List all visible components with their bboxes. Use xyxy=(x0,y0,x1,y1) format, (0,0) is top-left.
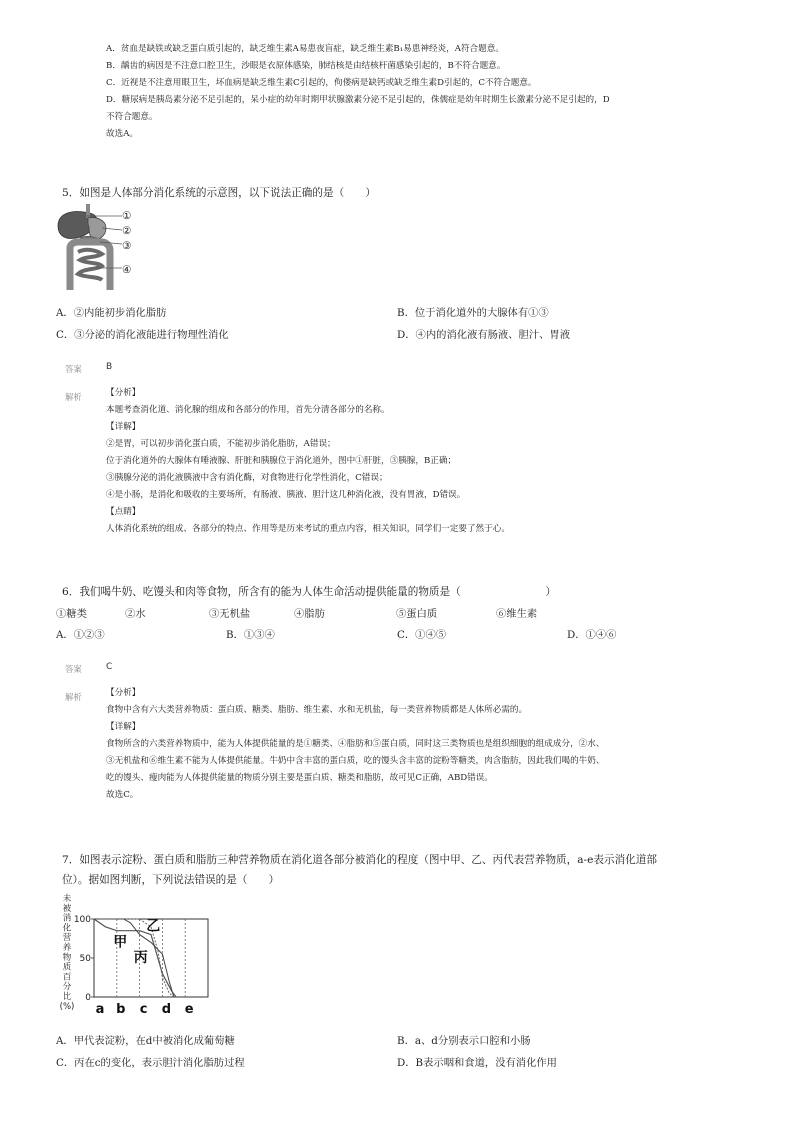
x-category-label: d xyxy=(161,1002,172,1017)
analysis-line: ③无机盐和⑥维生素不能为人体提供能量。牛奶中含丰富的蛋白质，吃的馒头含丰富的淀粉等糖类，肉含脂肪，因此我们喝的牛奶、 xyxy=(106,756,605,766)
analysis-line: 【分析】 xyxy=(106,388,141,398)
analysis-line: 食物所含的六类营养物质中，能为人体提供能量的是①糖类、④脂肪和⑤蛋白质，同时这三类物质也是组织细胞的组成成分，②水、 xyxy=(106,739,605,749)
y-axis-label-char: 消 xyxy=(62,913,72,924)
analysis-line: 【详解】 xyxy=(106,722,141,732)
q6-option-c[interactable]: C．①④⑤ xyxy=(397,629,447,641)
q7-stem-line1: 7．如图表示淀粉、蛋白质和脂肪三种营养物质在消化道各部分被消化的程度（图中甲、乙、丙代表营养物质，a-e表示消化道部 xyxy=(62,854,657,866)
x-category-label: a xyxy=(95,1002,105,1017)
analysis-line: ④是小肠，是消化和吸收的主要场所，有肠液、胰液、胆汁这几种消化液，没有胃液，D错误。 xyxy=(106,490,466,500)
q5-answer-value: B xyxy=(106,362,113,372)
q6-answer-value: C xyxy=(106,662,113,672)
y-tick-label: 100 xyxy=(73,915,91,925)
q5-option-c[interactable]: C．③分泌的消化液能进行物理性消化 xyxy=(56,329,229,341)
analysis-line: 【详解】 xyxy=(106,422,141,432)
analysis-line: 本题考查消化道、消化腺的组成和各部分的作用，首先分清各部分的名称。 xyxy=(106,405,390,415)
x-category-label: c xyxy=(139,1002,148,1017)
q6-item-1: ①糖类 xyxy=(56,608,87,620)
q6-item-3: ③无机盐 xyxy=(209,608,251,620)
figure-label-1: ① xyxy=(122,210,132,222)
figure-label-3: ③ xyxy=(122,240,132,252)
q5-analysis xyxy=(106,385,510,538)
explanation-line: B．龋齿的病因是不注意口腔卫生，沙眼是衣原体感染，肺结核是由结核杆菌感染引起的，B不符合题意。 xyxy=(106,61,506,71)
y-axis-label-char: 比 xyxy=(62,992,72,1002)
digestion-chart xyxy=(58,893,228,1023)
y-tick-label: 0 xyxy=(85,993,91,1003)
q7-option-a[interactable]: A．甲代表淀粉，在d中被消化成葡萄糖 xyxy=(56,1035,235,1047)
q6-option-d[interactable]: D．①④⑥ xyxy=(567,629,617,641)
y-axis-label-char: (%) xyxy=(59,1001,75,1012)
analysis-line: 吃的馒头、瘦肉能为人体提供能量的物质分别主要是蛋白质、糖类和脂肪，故可见C正确，ABD错误。 xyxy=(106,773,493,783)
series-name-label: 丙 xyxy=(133,949,148,966)
y-axis-label-char: 被 xyxy=(62,903,72,914)
y-tick-label: 50 xyxy=(79,954,91,964)
q6-option-a[interactable]: A．①②③ xyxy=(56,629,105,641)
q6-analysis xyxy=(106,685,604,804)
explanation-line: 不符合题意。 xyxy=(106,112,158,122)
y-axis-label-char: 分 xyxy=(62,982,72,993)
analysis-line: 位于消化道外的大腺体有唾液腺、肝脏和胰腺位于消化道外，图中①肝脏，③胰腺，B正确； xyxy=(106,456,457,466)
q6-item-4: ④脂肪 xyxy=(294,608,325,620)
y-axis-label-char: 营 xyxy=(62,933,72,944)
y-axis-label-char: 未 xyxy=(62,894,72,904)
y-axis-label-char: 化 xyxy=(62,923,72,934)
analysis-line: ③胰腺分泌的消化液胰液中含有消化酶，对食物进行化学性消化，C错误； xyxy=(106,473,388,483)
explanation-line: A．贫血是缺铁或缺乏蛋白质引起的，缺乏维生素A易患夜盲症，缺乏维生素B₁易患神经炎，A符合题意。 xyxy=(106,44,504,54)
q7-option-b[interactable]: B．a、d分别表示口腔和小肠 xyxy=(397,1035,531,1047)
q6-option-b[interactable]: B．①③④ xyxy=(226,629,275,641)
series-name-label: 甲 xyxy=(113,934,128,951)
y-axis-label-char: 百 xyxy=(62,972,72,983)
analysis-line: 故选C。 xyxy=(106,790,139,800)
q6-item-5: ⑤蛋白质 xyxy=(396,608,438,620)
x-category-label: e xyxy=(184,1002,194,1017)
y-axis-label-char: 物 xyxy=(62,952,72,963)
q5-option-a[interactable]: A．②内能初步消化脂肪 xyxy=(56,307,167,319)
q6-answer-label: 答案 xyxy=(65,664,82,674)
q5-option-d[interactable]: D．④内的消化液有肠液、胆汁、胃液 xyxy=(397,329,571,341)
q5-option-b[interactable]: B．位于消化道外的大腺体有①③ xyxy=(397,307,549,319)
analysis-line: 【分析】 xyxy=(106,688,141,698)
digestive-system-figure xyxy=(56,204,146,290)
explanation-line: C．近视是不注意用眼卫生，坏血病是缺乏维生素C引起的，佝偻病是缺钙或缺乏维生素D引起的，C不符合题意。 xyxy=(106,78,537,88)
analysis-line: 【点睛】 xyxy=(106,507,141,517)
explanation-line: 故选A。 xyxy=(106,129,138,139)
q7-option-d[interactable]: D．B表示咽和食道，没有消化作用 xyxy=(397,1057,557,1069)
series-name-label: 乙 xyxy=(146,918,161,935)
q7-stem-line2: 位）。据如图判断，下列说法错误的是（ ） xyxy=(62,874,280,886)
q7-option-c[interactable]: C．丙在c的变化，表示胆汁消化脂肪过程 xyxy=(56,1057,245,1069)
y-axis-label-char: 质 xyxy=(62,962,72,973)
q6-item-2: ②水 xyxy=(125,608,146,620)
x-category-label: b xyxy=(116,1002,126,1017)
q6-analysis-label: 解析 xyxy=(65,692,82,702)
q5-stem: 5．如图是人体部分消化系统的示意图，以下说法正确的是（ ） xyxy=(62,187,376,199)
top-explanation xyxy=(106,41,610,143)
figure-label-2: ② xyxy=(122,225,132,237)
q5-analysis-label: 解析 xyxy=(65,392,82,402)
explanation-line: D．糖尿病是胰岛素分泌不足引起的，呆小症的幼年时期甲状腺激素分泌不足引起的，侏儒症是幼年时期生长激素分泌不足引起的，D xyxy=(106,95,610,105)
analysis-line: 食物中含有六大类营养物质：蛋白质、糖类、脂肪、维生素、水和无机盐，每一类营养物质都是人体所必需的。 xyxy=(106,705,528,715)
figure-label-4: ④ xyxy=(122,264,132,276)
q6-stem: 6．我们喝牛奶、吃馒头和肉等食物，所含有的能为人体生命活动提供能量的物质是（ ） xyxy=(62,586,557,598)
analysis-line: ②是胃，可以初步消化蛋白质，不能初步消化脂肪，A错误； xyxy=(106,439,336,449)
analysis-line: 人体消化系统的组成、各部分的特点、作用等是历来考试的重点内容，相关知识，同学们一定要了然于心。 xyxy=(106,524,510,534)
q6-item-6: ⑥维生素 xyxy=(496,608,538,620)
q5-answer-label: 答案 xyxy=(65,364,82,374)
y-axis-label-char: 养 xyxy=(62,943,72,953)
